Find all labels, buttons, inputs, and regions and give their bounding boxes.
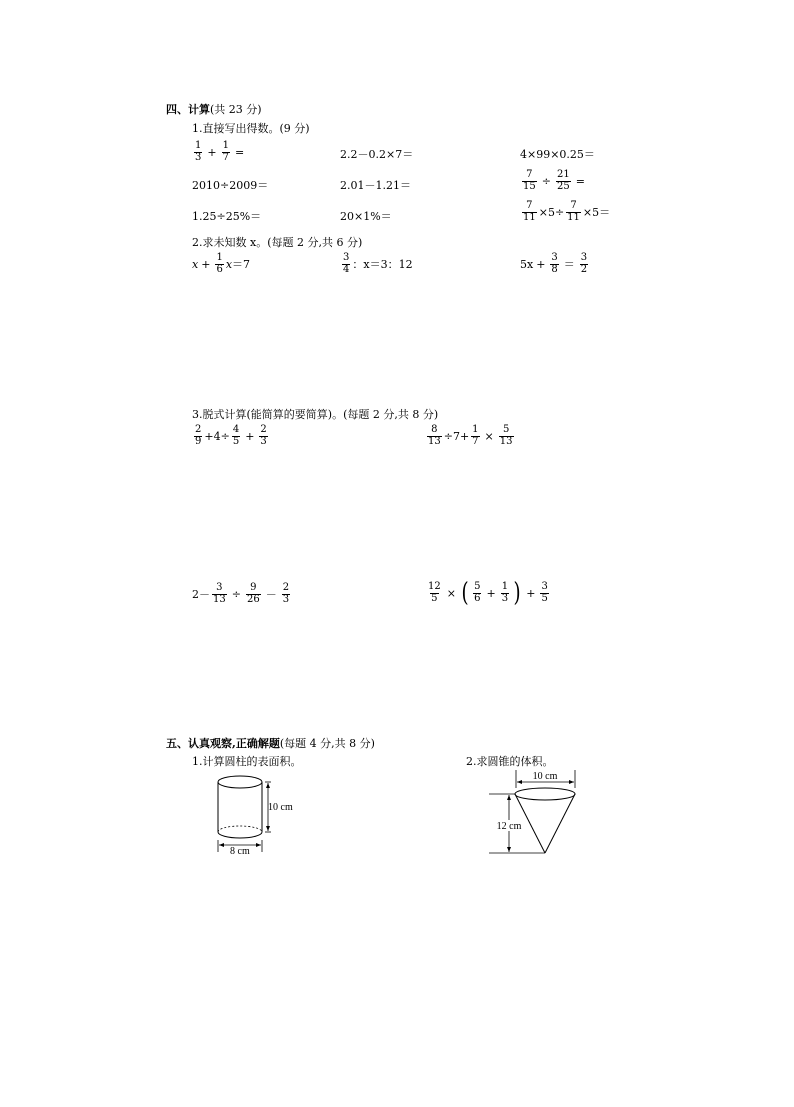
fraction: $\frac{2}{3}$ [282,582,290,605]
calc-3b: $\frac{8}{13}$ ÷7+ $\frac{1}{7}$ × $\frac{5}{13}$ [428,424,513,447]
fraction: $\frac{3}{13}$ [213,582,226,605]
fraction: $\frac{3}{8}$ [551,252,558,275]
fraction: $\frac{2}{3}$ [260,424,267,447]
problem-1a: $\frac{1}{3}$ + $\frac{1}{7}$ = [195,140,245,163]
fraction: $\frac{3}{5}$ [541,581,548,604]
section-4-points: (共 23 分) [210,103,262,116]
fraction: $\frac{7}{11}$ [523,200,536,223]
fraction: $\frac{1}{3}$ [195,140,202,163]
part-3-label: 3.脱式计算(能简算的要简算)。(每题 2 分,共 8 分) [192,408,439,421]
cylinder-height-label: 10 cm [268,802,293,813]
fraction: $\frac{2}{9}$ [195,424,202,447]
cone-height-label: 12 cm [496,821,522,832]
cylinder-figure [205,772,305,857]
problem-1g: 1.25÷25%＝ [192,210,262,223]
section-5-title-text: 五、认真观察,正确解题 [166,737,280,750]
cylinder-diameter-label: 8 cm [230,846,250,857]
fraction: $\frac{7}{15}$ [523,169,536,192]
equation-2b: $\frac{3}{4}$ ：x＝3：12 [343,252,413,275]
fraction: $\frac{1}{7}$ [222,140,229,163]
fraction: $\frac{5}{13}$ [499,424,513,447]
fraction: $\frac{12}{5}$ [428,581,441,604]
question-1-label: 1.计算圆柱的表面积。 [192,755,302,768]
fraction: $\frac{3}{4}$ [343,252,350,275]
fraction: $\frac{4}{5}$ [232,424,240,447]
calc-3d: $\frac{12}{5}$ × ( $\frac{5}{6}$ + $\frac{1}{3}$ ) + $\frac{3}{5}$ [428,578,548,608]
section-4-title-text: 四、计算 [166,103,210,116]
section-5-points: (每题 4 分,共 8 分) [279,737,375,750]
fraction: $\frac{1}{7}$ [472,424,479,447]
fraction: $\frac{9}{26}$ [246,582,260,605]
fraction: $\frac{1}{6}$ [216,252,223,275]
section-5-title [166,735,375,751]
fraction: $\frac{21}{25}$ [556,169,570,192]
part-1-label: 1.直接写出得数。(9 分) [192,122,310,135]
cone-diameter-label: 10 cm [532,771,558,782]
fraction: $\frac{5}{6}$ [474,581,481,604]
problem-1e: 2.01－1.21＝ [340,179,411,192]
cone-figure [485,766,595,861]
calc-3a: $\frac{2}{9}$ +4÷ $\frac{4}{5}$ + $\frac{2}{3}$ [195,424,267,447]
problem-1h: 20×1%＝ [340,210,392,223]
problem-1c: 4×99×0.25＝ [520,148,595,161]
fraction: $\frac{8}{13}$ [428,424,441,447]
fraction: $\frac{1}{3}$ [501,581,509,604]
problem-1d: 2010÷2009＝ [192,179,269,192]
question-2-label: 2.求圆锥的体积。 [466,755,554,768]
calc-3c: 2－ $\frac{3}{13}$ ÷ $\frac{9}{26}$ － $\frac{2}{3}$ [192,582,290,605]
part-2-label: 2.求未知数 x。(每题 2 分,共 6 分) [192,236,363,249]
fraction: $\frac{3}{2}$ [580,252,588,275]
problem-1b: 2.2－0.2×7＝ [340,148,414,161]
equation-2a: x + $\frac{1}{6}$ x ＝7 [192,252,251,275]
equation-2c: 5x + $\frac{3}{8}$ ＝ $\frac{3}{2}$ [520,252,588,275]
fraction: $\frac{7}{11}$ [567,200,580,223]
problem-1i: $\frac{7}{11}$ ×5÷ $\frac{7}{11}$ ×5＝ [523,200,611,223]
section-4-title [166,101,262,117]
problem-1f: $\frac{7}{15}$ ÷ $\frac{21}{25}$ = [523,169,585,192]
